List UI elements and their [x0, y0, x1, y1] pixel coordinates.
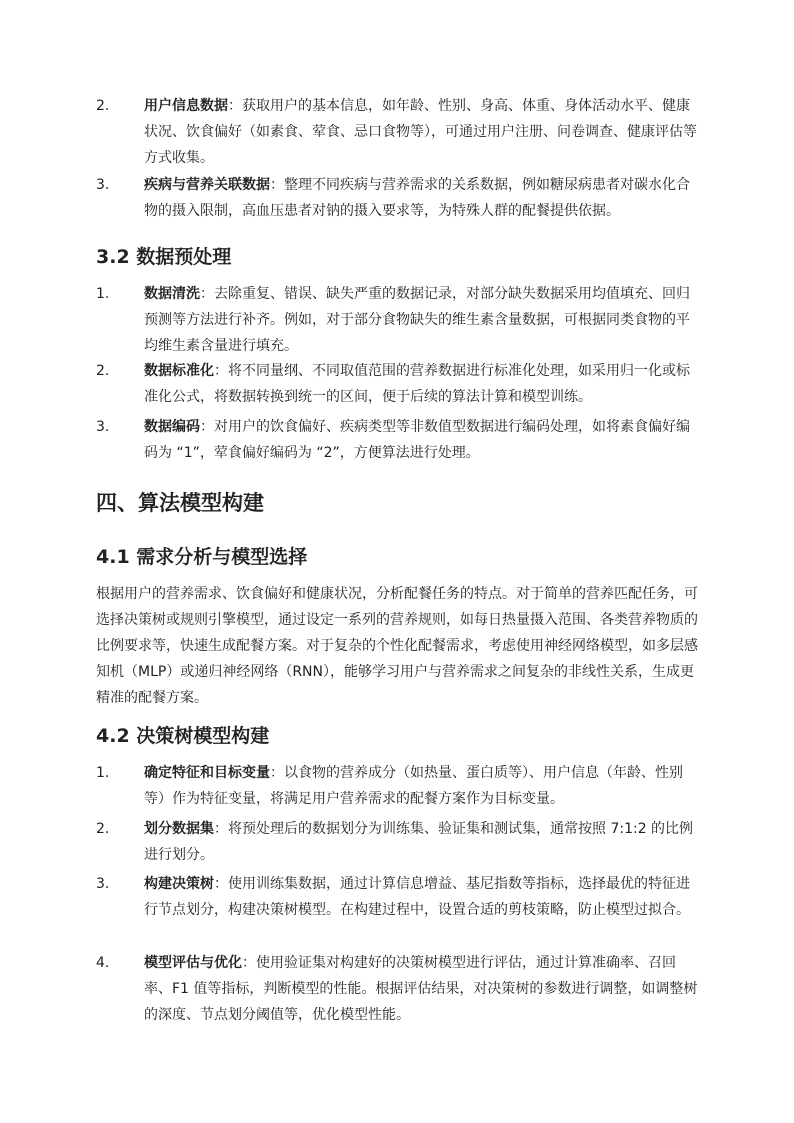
list-text: ：对用户的饮食偏好、疾病类型等非数值型数据进行编码处理，如将素食偏好编码为 “1”，荤食偏好编码为 “2”，方便算法进行处理。: [144, 419, 690, 461]
chapter-heading: 四、算法模型构建: [96, 491, 264, 515]
list-term: 用户信息数据: [144, 98, 228, 114]
list-term: 疾病与营养关联数据: [144, 177, 270, 193]
list-term: 数据编码: [144, 419, 200, 435]
list-number: 4.: [96, 955, 110, 971]
list-number: 3.: [96, 419, 110, 435]
list-term: 确定特征和目标变量: [144, 765, 270, 781]
section-heading-4-1: 4.1 需求分析与模型选择: [96, 546, 308, 568]
list-text: ：以食物的营养成分（如热量、蛋白质等）、用户信息（年龄、性别等）作为特征变量，将满足用户营养需求的配餐方案作为目标变量。: [144, 765, 683, 807]
list-term: 数据标准化: [144, 363, 214, 379]
list-number: 3.: [96, 177, 110, 193]
list-term: 划分数据集: [144, 821, 214, 837]
list-term: 数据清洗: [144, 286, 200, 302]
list-number: 2.: [96, 98, 110, 114]
list-term: 模型评估与优化: [144, 955, 242, 971]
list-text: ：去除重复、错误、缺失严重的数据记录，对部分缺失数据采用均值填充、回归预测等方法进行补齐。例如，对于部分食物缺失的维生素含量数据，可根据同类食物的平均维生素含量进行填充。: [144, 286, 690, 354]
list-text: ：获取用户的基本信息，如年龄、性别、身高、体重、身体活动水平、健康状况、饮食偏好（如素食、荤食、忌口食物等），可通过用户注册、问卷调查、健康评估等方式收集。: [144, 98, 697, 166]
list-item: [96, 358, 702, 410]
list-term: 构建决策树: [144, 876, 214, 892]
list-item: [96, 93, 702, 171]
list-item: [96, 760, 702, 812]
list-number: 2.: [96, 363, 110, 379]
list-number: 1.: [96, 286, 110, 302]
section-heading-4-2: 4.2 决策树模型构建: [96, 725, 270, 747]
list-number: 3.: [96, 876, 110, 892]
list-item: [96, 281, 702, 359]
list-number: 1.: [96, 765, 110, 781]
list-text: ：将不同量纲、不同取值范围的营养数据进行标准化处理，如采用归一化或标准化公式，将数据转换到统一的区间，便于后续的算法计算和模型训练。: [144, 363, 690, 405]
section-heading-3-2: 3.2 数据预处理: [96, 246, 232, 268]
list-item: [96, 414, 702, 466]
list-item: [96, 871, 702, 923]
list-text: ：使用验证集对构建好的决策树模型进行评估，通过计算准确率、召回率、F1 值等指标，判断模型的性能。根据评估结果，对决策树的参数进行调整，如调整树的深度、节点划分阈值等，优化模型性能。: [144, 955, 698, 1023]
list-item: [96, 816, 702, 868]
list-text: ：将预处理后的数据划分为训练集、验证集和测试集，通常按照 7:1:2 的比例进行划分。: [144, 821, 694, 863]
list-number: 2.: [96, 821, 110, 837]
list-item: [96, 172, 702, 224]
list-item: [96, 950, 702, 1028]
list-text: ：使用训练集数据，通过计算信息增益、基尼指数等指标，选择最优的特征进行节点划分，构建决策树模型。在构建过程中，设置合适的剪枝策略，防止模型过拟合。: [144, 876, 690, 918]
body-paragraph: 根据用户的营养需求、饮食偏好和健康状况，分析配餐任务的特点。对于简单的营养匹配任务，可选择决策树或规则引擎模型，通过设定一系列的营养规则，如每日热量摄入范围、各类营养物质的比例要求等，快速生成配餐方案。对于复杂的个性化配餐需求，考虑使用神经网络模型，如多层感知机（MLP）或递归神经网络（RNN），能够学习用户与营养需求之间复杂的非线性关系，生成更精准的配餐方案。: [96, 586, 698, 706]
list-text: ：整理不同疾病与营养需求的关系数据，例如糖尿病患者对碳水化合物的摄入限制，高血压患者对钠的摄入要求等，为特殊人群的配餐提供依据。: [144, 177, 690, 219]
